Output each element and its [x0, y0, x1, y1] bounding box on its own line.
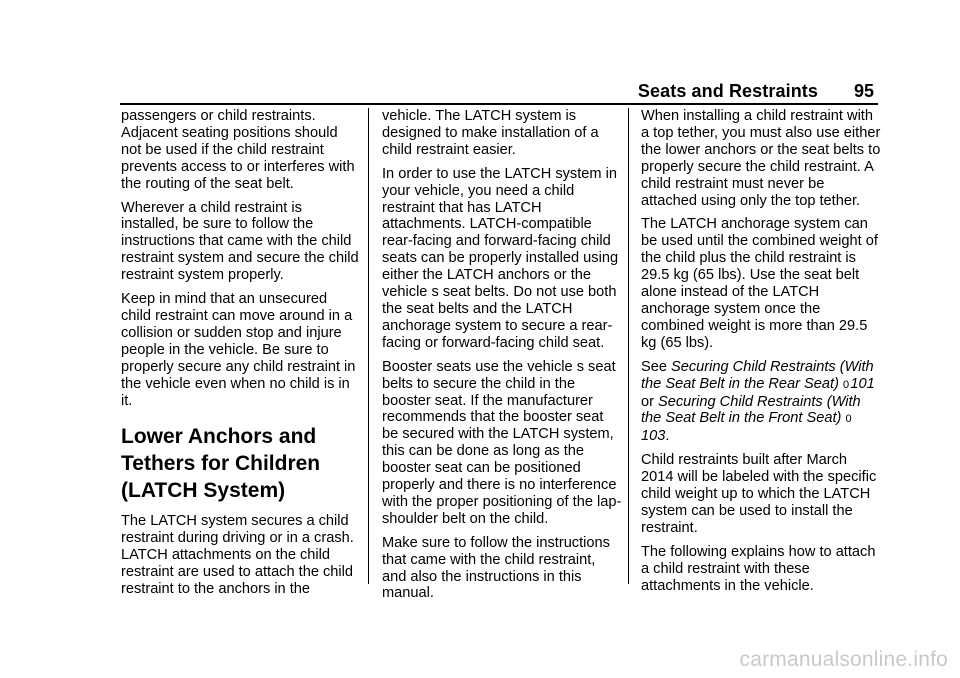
- page-reference-icon: 0: [845, 413, 852, 426]
- period-text: .: [665, 428, 670, 445]
- heading-line: (LATCH System): [121, 479, 286, 503]
- watermark: carmanualsonline.info: [739, 648, 948, 671]
- column-divider: [628, 108, 629, 584]
- text-column-2: [382, 108, 622, 609]
- section-heading: [121, 423, 361, 504]
- page-header: [120, 78, 878, 102]
- paragraph: Booster seats use the vehicle s seat belts to secure the child in the booster seat. If the manufacturer recommends that the booster seat be secured with the LATCH system, this can be done as long as the booster seat can be positioned properly and there is no interference with the proper positioning of the lap-shoulder belt on the child.: [382, 358, 622, 527]
- paragraph: In order to use the LATCH system in your vehicle, you need a child restraint that has LATCH attachments. LATCH-compatible rear-facing and forward-facing child seats can be properly installed using either the LATCH anchors or the vehicle s seat belts. Do not use both the seat belts and the LATCH anchorage system to secure a rear-facing or forward-facing child seat.: [382, 165, 619, 351]
- section-title: Seats and Restraints: [637, 81, 818, 101]
- cross-reference-link[interactable]: Securing Child Restraints (With the Seat Belt in the Front Seat): [641, 393, 861, 427]
- paragraph: The LATCH anchorage system can be used until the combined weight of the child plus the child restraint is 29.5 kg (65 lbs). Use the seat belt alone instead of the LATCH anchorage system once the combined weight is more than 29.5 kg (65 lbs).: [641, 216, 878, 351]
- cross-reference-link[interactable]: Securing Child Restraints (With the Seat Belt in the Rear Seat): [641, 358, 874, 392]
- paragraph: Keep in mind that an unsecured child restraint can move around in a collision or sudden stop and injure people in the vehicle. Be sure to properly secure any child restraint in the vehicle even when no child is in it.: [121, 291, 356, 409]
- page-reference[interactable]: 101: [850, 375, 875, 392]
- paragraph: When installing a child restraint with a top tether, you must also use either the lower anchors or the seat belts to properly secure the child restraint. A child restraint must never be attached using only the top tether.: [641, 108, 881, 209]
- page-reference[interactable]: 103: [641, 428, 666, 445]
- page-number: 95: [853, 81, 874, 101]
- paragraph: Child restraints built after March 2014 will be labeled with the specific child weight up to which the LATCH system can be used to install the restraint.: [641, 452, 877, 536]
- paragraph: The LATCH system secures a child restraint during driving or in a crash. LATCH attachments on the child restraint are used to attach the child restraint to the anchors in the: [121, 513, 354, 598]
- header-divider: [120, 103, 878, 105]
- see-text: See: [641, 358, 672, 375]
- heading-line: Tethers for Children: [121, 452, 321, 476]
- cross-reference-paragraph: [641, 359, 881, 446]
- paragraph: The following explains how to attach a child restraint with these attachments in the vehicle.: [641, 543, 876, 594]
- or-text: or: [641, 393, 659, 410]
- paragraph: Make sure to follow the instructions that came with the child restraint, and also the instructions in this manual.: [382, 534, 610, 602]
- paragraph: passengers or child restraints. Adjacent seating positions should not be used if the child restraint prevents access to or interferes with the routing of the seat belt.: [121, 108, 355, 192]
- paragraph: Wherever a child restraint is installed, be sure to follow the instructions that came with the child restraint system and secure the child restraint system properly.: [121, 199, 359, 284]
- heading-line: Lower Anchors and: [121, 425, 317, 449]
- text-column-1: [121, 108, 361, 605]
- text-column-3: [641, 108, 881, 601]
- page-reference-icon: 0: [843, 378, 850, 391]
- paragraph: vehicle. The LATCH system is designed to make installation of a child restraint easier.: [382, 108, 599, 158]
- column-divider: [368, 108, 369, 584]
